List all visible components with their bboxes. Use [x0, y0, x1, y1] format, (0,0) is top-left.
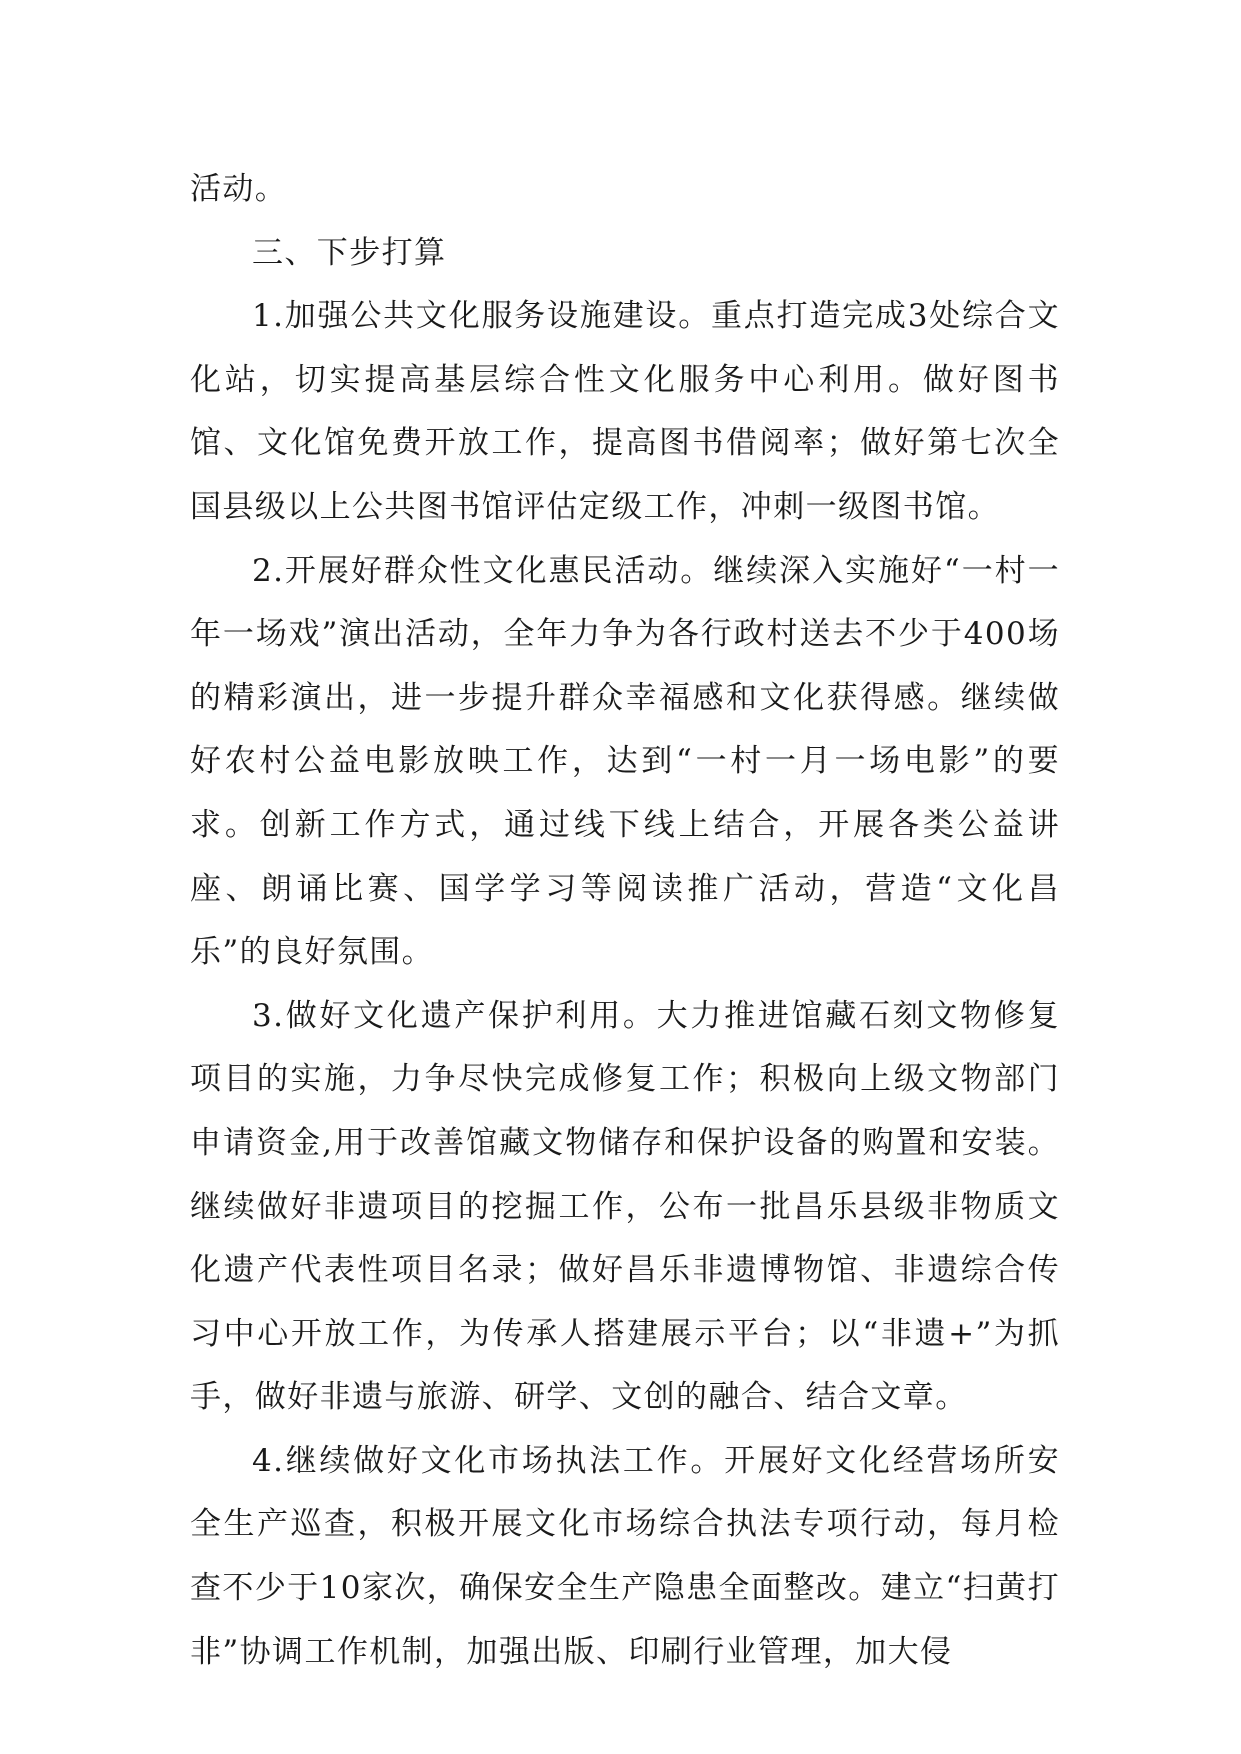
paragraph-continuation: 活动。 [190, 171, 288, 207]
paragraph-item-4: 4.继续做好文化市场执法工作。开展好文化经营场所安全生产巡查，积极开展文化市场综合执法专项行动，每月检查不少于10家次，确保安全生产隐患全面整改。建立“扫黄打非”协调工作机制，加强出版、印刷行业管理，加大侵 [190, 1442, 1060, 1670]
paragraph-item-1: 1.加强公共文化服务设施建设。重点打造完成3处综合文化站，切实提高基层综合性文化服务中心利用。做好图书馆、文化馆免费开放工作，提高图书借阅率；做好第七次全国县级以上公共图书馆评估定级工作，冲刺一级图书馆。 [190, 298, 1060, 525]
document-body [190, 158, 1060, 1684]
paragraph-item-3: 3.做好文化遗产保护利用。大力推进馆藏石刻文物修复项目的实施，力争尽快完成修复工作；积极向上级文物部门申请资金,用于改善馆藏文物储存和保护设备的购置和安装。继续做好非遗项目的挖掘工作，公布一批昌乐县级非物质文化遗产代表性项目名录；做好昌乐非遗博物馆、非遗综合传习中心开放工作，为传承人搭建展示平台；以“非遗+”为抓手，做好非遗与旅游、研学、文创的融合、结合文章。 [190, 997, 1060, 1416]
section-heading: 三、下步打算 [252, 234, 447, 271]
paragraph-item-2: 2.开展好群众性文化惠民活动。继续深入实施好“一村一年一场戏”演出活动，全年力争为各行政村送去不少于400场的精彩演出，进一步提升群众幸福感和文化获得感。继续做好农村公益电影放映工作，达到“一村一月一场电影”的要求。创新工作方式，通过线下线上结合，开展各类公益讲座、朗诵比赛、国学学习等阅读推广活动，营造“文化昌乐”的良好氛围。 [190, 552, 1060, 971]
